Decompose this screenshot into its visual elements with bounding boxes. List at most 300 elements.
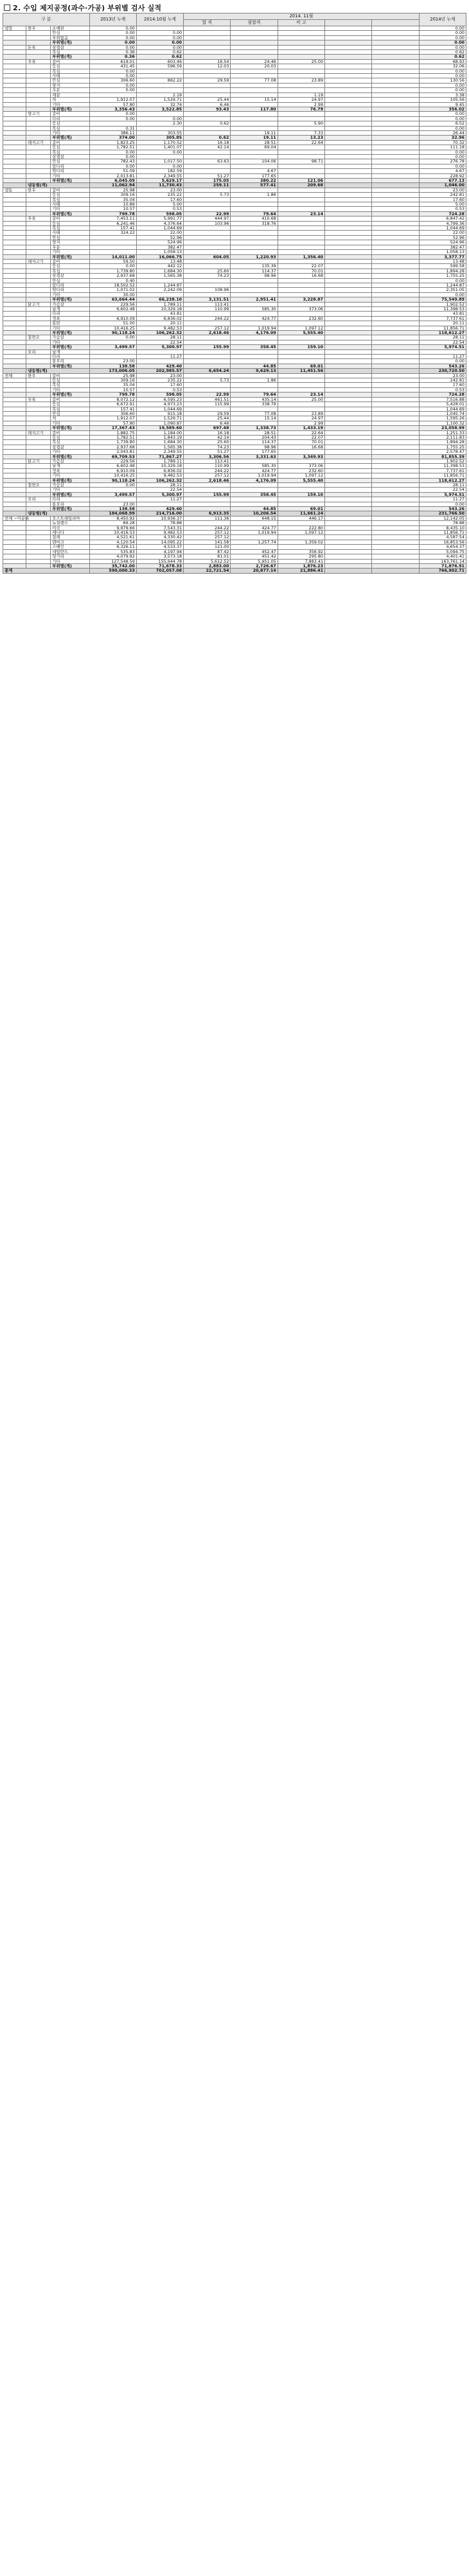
table-cell: 0.00	[89, 45, 136, 49]
item-label: 갈비	[51, 259, 89, 263]
subtotal-label: 부위별(계)	[51, 478, 89, 482]
table-cell: 338.79	[231, 402, 278, 407]
table-cell: 4,401.41	[419, 554, 466, 559]
table-cell: 1,359.02	[278, 540, 324, 544]
table-cell	[325, 130, 372, 135]
subtotal-row	[3, 254, 466, 259]
table-cell: 110.99	[184, 306, 231, 311]
group-label	[26, 387, 51, 392]
table-cell: 5.00	[136, 202, 183, 207]
table-cell: 0.53	[136, 387, 183, 392]
table-cell: 25.60	[184, 440, 231, 445]
table-cell	[372, 373, 419, 378]
table-cell: 2,351.05	[419, 288, 466, 292]
table-cell	[325, 393, 372, 397]
table-cell: 11,730.43	[136, 183, 183, 188]
item-label: 사태	[51, 231, 89, 235]
group-label	[26, 416, 51, 421]
table-cell: 677.13	[419, 179, 466, 183]
group-label	[26, 231, 51, 235]
table-cell	[372, 492, 419, 497]
table-cell: 22.07	[278, 264, 324, 269]
table-cell	[372, 387, 419, 392]
group-label	[26, 445, 51, 449]
subtotal-label: 부위별(계)	[51, 179, 89, 183]
table-cell	[372, 468, 419, 473]
table-cell	[372, 59, 419, 64]
item-label: 삼겹살	[51, 45, 89, 49]
table-cell: 1,684.30	[136, 269, 183, 273]
item-label: 기타	[51, 207, 89, 211]
table-cell: 5,974.51	[419, 492, 466, 497]
table-cell	[372, 150, 419, 154]
table-row	[3, 516, 466, 520]
table-cell: 23.89	[278, 411, 324, 416]
section-label	[3, 531, 26, 535]
table-cell	[184, 112, 231, 116]
table-cell: 28.11	[419, 335, 466, 340]
table-cell: 295.80	[278, 554, 324, 559]
table-cell: 57.80	[89, 421, 136, 425]
table-cell: 444.97	[184, 216, 231, 221]
header-blank-1	[325, 20, 372, 26]
section-label	[3, 349, 26, 354]
table-cell: 2,618.46	[184, 331, 231, 335]
table-cell	[278, 240, 324, 245]
subtotal-label: 부위별(계)	[51, 211, 89, 216]
section-label	[3, 359, 26, 364]
table-cell: 306.60	[89, 411, 136, 416]
table-cell: 0.62	[184, 121, 231, 126]
section-label	[3, 316, 26, 321]
item-label: 등심	[51, 264, 89, 269]
subtotal-label: 부위별(계)	[51, 492, 89, 497]
table-row	[3, 283, 466, 287]
table-cell: 1,090.87	[136, 421, 183, 425]
item-label: 뉴질랜드	[51, 521, 89, 525]
table-cell: 59.50	[89, 259, 136, 263]
item-label: 기타	[51, 421, 89, 425]
table-cell	[372, 340, 419, 344]
table-cell	[325, 554, 372, 559]
table-cell	[278, 193, 324, 197]
table-cell: 1,184.00	[136, 430, 183, 435]
table-cell	[325, 292, 372, 297]
table-cell	[231, 31, 278, 35]
table-cell	[372, 221, 419, 225]
group-label	[26, 473, 51, 478]
table-cell	[325, 430, 372, 435]
table-row	[3, 545, 466, 549]
section-label	[3, 507, 26, 511]
item-label: 삼겹살	[51, 445, 89, 449]
table-cell	[231, 497, 278, 502]
group-label: 한우	[26, 26, 51, 31]
group-label	[26, 93, 51, 97]
section-label	[3, 74, 26, 78]
table-cell: 1,782.51	[89, 435, 136, 439]
section-label	[3, 421, 26, 425]
table-cell: 2,937.68	[89, 445, 136, 449]
table-cell	[372, 364, 419, 368]
subtotal-row	[3, 364, 466, 368]
table-cell: 0.00	[89, 335, 136, 340]
table-cell: 382.47	[419, 245, 466, 249]
table-cell: 29.59	[184, 411, 231, 416]
table-cell: 114.37	[231, 269, 278, 273]
table-cell: 17.60	[136, 383, 183, 387]
table-cell: 257.12	[184, 531, 231, 535]
table-cell: 90,118.24	[89, 478, 136, 482]
table-cell: 424.77	[231, 525, 278, 530]
table-cell: 157.41	[89, 407, 136, 411]
document-title	[4, 3, 161, 13]
table-cell	[372, 173, 419, 178]
group-label	[26, 278, 51, 283]
table-row	[3, 250, 466, 254]
section-label	[3, 426, 26, 430]
table-cell	[325, 349, 372, 354]
table-row	[3, 188, 466, 192]
table-row	[3, 74, 466, 78]
table-cell: 14,011.00	[89, 254, 136, 259]
group-label	[26, 88, 51, 93]
header-period4: 2014년 누계	[419, 13, 466, 26]
item-label: 가슴살	[51, 459, 89, 463]
table-row	[3, 83, 466, 87]
section-label	[3, 535, 26, 540]
table-cell: 2,618.46	[184, 478, 231, 482]
table-cell: 1,595.26	[419, 416, 466, 421]
table-cell: 0.00	[89, 31, 136, 35]
group-label	[26, 173, 51, 178]
group-label: 칠면조	[26, 335, 51, 340]
table-cell	[325, 525, 372, 530]
table-cell	[184, 483, 231, 488]
group-label	[26, 240, 51, 245]
table-row	[3, 240, 466, 245]
table-cell	[325, 492, 372, 497]
table-cell	[278, 349, 324, 354]
table-cell: 1,433.19	[278, 426, 324, 430]
table-cell: 63.63	[184, 159, 231, 164]
table-cell: 799.78	[89, 211, 136, 216]
table-cell: 30.00	[89, 292, 136, 297]
table-cell: 98.96	[231, 274, 278, 278]
table-cell: 43.81	[419, 312, 466, 316]
table-cell: 16,853.56	[419, 540, 466, 544]
table-cell	[372, 145, 419, 150]
table-cell	[325, 211, 372, 216]
group-label	[26, 169, 51, 173]
item-label: 기타	[51, 292, 89, 297]
table-cell: 113.41	[184, 459, 231, 463]
section-label	[3, 540, 26, 544]
table-cell	[231, 50, 278, 55]
table-cell: 235.22	[136, 378, 183, 383]
table-cell: 51.27	[184, 450, 231, 454]
table-cell: 6,910.09	[89, 316, 136, 321]
table-cell: 1,044.69	[136, 226, 183, 231]
table-cell	[372, 559, 419, 563]
table-cell: 66,238.10	[136, 297, 183, 302]
table-cell: 5,300.97	[136, 492, 183, 497]
table-cell: 24.46	[231, 59, 278, 64]
header-blank-2	[372, 20, 419, 26]
subtotal-label: 부위별(계)	[51, 107, 89, 111]
group-label: 돼지고기	[26, 140, 51, 145]
item-label: 정육	[51, 468, 89, 473]
table-cell: 22.07	[278, 435, 324, 439]
table-cell: 4,176.09	[231, 478, 278, 482]
table-cell: 6,654.24	[184, 369, 231, 373]
section-label	[3, 554, 26, 559]
table-row	[3, 483, 466, 488]
table-cell	[325, 216, 372, 221]
subtotal-row	[3, 478, 466, 482]
table-cell: 157.41	[89, 226, 136, 231]
item-label: 기타	[51, 387, 89, 392]
section-label	[3, 164, 26, 168]
table-cell	[184, 197, 231, 202]
table-cell	[325, 245, 372, 249]
section-label	[3, 292, 26, 297]
section-label	[3, 64, 26, 69]
table-cell: 1,823.25	[89, 140, 136, 145]
table-row	[3, 116, 466, 121]
item-label: 양지	[51, 240, 89, 245]
section-label	[3, 545, 26, 549]
table-cell: 1,044.69	[136, 407, 183, 411]
group-label: 오리	[26, 349, 51, 354]
table-cell: 20.11	[419, 321, 466, 326]
table-row	[3, 549, 466, 554]
table-cell: 51.00	[89, 321, 136, 326]
table-cell	[278, 35, 324, 40]
table-cell: 4,799.36	[419, 221, 466, 225]
table-cell: 1,401.07	[136, 145, 183, 150]
table-cell: 782.43	[89, 159, 136, 164]
table-row	[3, 468, 466, 473]
table-cell	[372, 393, 419, 397]
table-row	[3, 235, 466, 240]
table-cell: 0.00	[136, 35, 183, 40]
item-label: 부위없음	[51, 35, 89, 40]
section-label	[3, 207, 26, 211]
table-cell	[278, 355, 324, 359]
table-row	[3, 373, 466, 378]
table-cell: 0.00	[89, 26, 136, 31]
table-cell: 0.00	[419, 88, 466, 93]
table-cell: 16,066.75	[136, 254, 183, 259]
section-label	[3, 159, 26, 164]
group-label	[26, 559, 51, 563]
section-label	[3, 45, 26, 49]
table-cell: 81.01	[184, 554, 231, 559]
table-cell	[325, 407, 372, 411]
table-cell: 2,726.67	[231, 563, 278, 568]
table-cell	[372, 535, 419, 540]
section-label	[3, 306, 26, 311]
table-cell: 11.27	[419, 355, 466, 359]
table-cell	[184, 355, 231, 359]
table-cell: 52.96	[136, 235, 183, 240]
section-label	[3, 445, 26, 449]
table-cell: 25.60	[184, 269, 231, 273]
table-cell: 429.40	[136, 507, 183, 511]
table-cell: 2,242.09	[136, 288, 183, 292]
item-label: 등심	[51, 193, 89, 197]
table-cell: 0.00	[419, 74, 466, 78]
table-cell: 3,499.57	[89, 345, 136, 349]
table-cell	[89, 121, 136, 126]
table-cell	[278, 231, 324, 235]
table-row	[3, 502, 466, 506]
group-label	[26, 321, 51, 326]
subtotal-label: 부위별(계)	[51, 254, 89, 259]
table-cell	[184, 88, 231, 93]
table-row	[3, 521, 466, 525]
table-row	[3, 50, 466, 55]
section-label: 냉장	[3, 26, 26, 31]
table-cell: 0.00	[136, 116, 183, 121]
item-label: 양지	[51, 83, 89, 87]
group-label	[26, 378, 51, 383]
table-cell: 0.53	[419, 207, 466, 211]
table-cell	[325, 511, 372, 516]
table-cell	[325, 136, 372, 140]
table-cell: 98.96	[231, 445, 278, 449]
section-label	[3, 235, 26, 240]
table-row	[3, 264, 466, 269]
item-label: 목심	[51, 440, 89, 445]
group-label	[26, 145, 51, 150]
subtotal-label: 부위별(계)	[51, 55, 89, 59]
table-cell	[372, 202, 419, 207]
subtotal-row	[3, 55, 466, 59]
item-label: 목심	[51, 197, 89, 202]
item-label: 날개	[51, 464, 89, 468]
table-cell	[184, 359, 231, 364]
table-cell	[325, 226, 372, 231]
table-cell: 127,548.59	[89, 559, 136, 563]
table-cell	[372, 502, 419, 506]
table-cell	[372, 26, 419, 31]
table-cell	[325, 202, 372, 207]
table-cell: 0.00	[419, 126, 466, 130]
table-cell	[184, 259, 231, 263]
table-row	[3, 207, 466, 211]
table-cell: 118,612.27	[419, 331, 466, 335]
table-cell: 2,043.81	[89, 450, 136, 454]
table-cell: 23.00	[419, 373, 466, 378]
group-label	[26, 40, 51, 45]
table-cell: 0.36	[89, 55, 136, 59]
table-cell	[325, 355, 372, 359]
table-cell	[325, 383, 372, 387]
table-cell: 22.99	[184, 211, 231, 216]
table-cell	[372, 274, 419, 278]
item-label: 갈비	[51, 112, 89, 116]
table-cell	[184, 69, 231, 73]
subtotal-label: 부위별(계)	[51, 507, 89, 511]
table-cell: 77.08	[231, 411, 278, 416]
group-label	[26, 540, 51, 544]
table-cell: 32.74	[136, 102, 183, 107]
section-label	[3, 331, 26, 335]
table-row	[3, 450, 466, 454]
table-row	[3, 59, 466, 64]
table-cell: 0.00	[419, 45, 466, 49]
table-cell: 0.62	[419, 50, 466, 55]
table-cell: 89.28	[89, 521, 136, 525]
table-cell	[372, 473, 419, 478]
table-row	[3, 397, 466, 401]
section-label	[3, 549, 26, 554]
table-cell	[372, 306, 419, 311]
table-row	[3, 402, 466, 407]
table-cell: 44.85	[231, 507, 278, 511]
table-cell: 0.00	[89, 88, 136, 93]
table-cell: 42.14	[184, 435, 231, 439]
table-cell	[184, 169, 231, 173]
section-label	[3, 502, 26, 506]
table-cell: 7,543.31	[136, 525, 183, 530]
item-label: 가슴살	[51, 335, 89, 340]
table-cell	[372, 98, 419, 102]
table-cell	[372, 292, 419, 297]
table-cell: 1,565.38	[136, 445, 183, 449]
table-row	[3, 112, 466, 116]
table-row	[3, 193, 466, 197]
group-label	[26, 312, 51, 316]
subtotal-row	[3, 179, 466, 183]
table-cell: 19.11	[231, 136, 278, 140]
table-row	[3, 69, 466, 73]
table-cell	[325, 387, 372, 392]
table-cell	[372, 283, 419, 287]
section-label	[3, 478, 26, 482]
table-row	[3, 497, 466, 502]
group-label	[26, 83, 51, 87]
table-cell: 222.80	[278, 525, 324, 530]
item-label: 우둔	[51, 88, 89, 93]
table-cell	[231, 83, 278, 87]
section-label	[3, 492, 26, 497]
table-cell	[278, 26, 324, 31]
table-cell: 8,450.92	[89, 516, 136, 520]
item-label: 미국	[51, 525, 89, 530]
table-cell: 862.22	[136, 78, 183, 83]
table-row	[3, 316, 466, 321]
section-label	[3, 387, 26, 392]
item-label: 기타	[51, 130, 89, 135]
table-cell: 1,912.07	[89, 416, 136, 421]
table-row	[3, 292, 466, 297]
group-label	[26, 121, 51, 126]
table-cell	[325, 397, 372, 401]
subtotal-row	[3, 393, 466, 397]
table-cell	[325, 345, 372, 349]
table-cell: 2.99	[278, 421, 324, 425]
table-cell	[184, 245, 231, 249]
table-cell	[372, 497, 419, 502]
table-cell	[325, 502, 372, 506]
group-label	[26, 245, 51, 249]
section-label	[3, 197, 26, 202]
table-cell	[372, 335, 419, 340]
section-label	[3, 440, 26, 445]
